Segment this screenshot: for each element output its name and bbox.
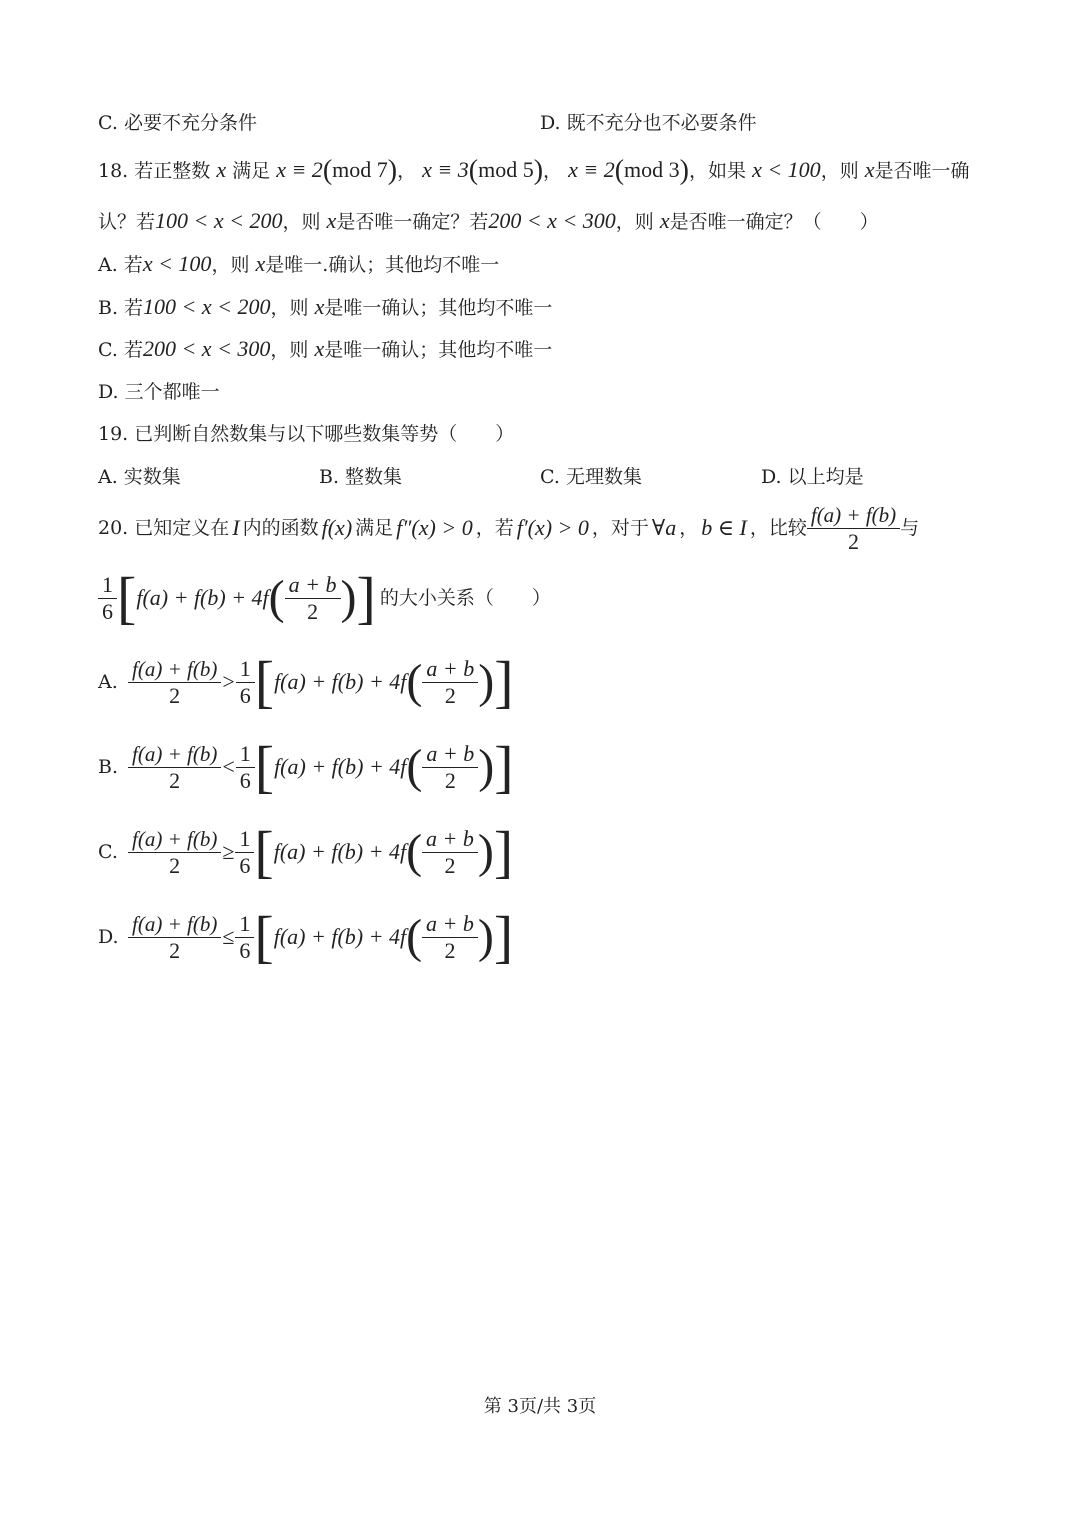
q20-stem-text: 与 [900,517,920,539]
fraction-one-sixth [238,656,253,709]
fraction-one-sixth [238,741,253,794]
condition-x-lt-100: x < 100 [752,157,821,182]
fraction-denominator: 6 [235,852,254,879]
left-paren: ( [268,571,285,624]
fraction-denominator: 2 [422,767,478,794]
q20-stem-text: ，若 [475,517,514,539]
q18-stem-text: ，则 [615,211,654,233]
option-label: D. [98,926,119,948]
fraction-average [809,502,898,555]
q18-stem-text: 是否唯一确定？（ ） [669,211,879,233]
fraction-numerator: f(a) + f(b) [132,826,218,851]
fraction-average [130,656,219,709]
condition-200-300: 200 < x < 300 [488,208,616,233]
comparison-operator: ≥ [222,839,235,864]
right-paren: ) [478,655,495,708]
q20-option-c [98,820,513,884]
fraction-midpoint [287,572,339,625]
mod-7: mod 7 [332,157,388,182]
right-bracket: ] [493,904,514,969]
fraction-average [130,911,219,964]
forall-a: ∀a [651,515,677,540]
q18-stem-text: 满足 [232,160,271,182]
right-bracket: ] [494,649,514,714]
q19-stem: 19. 已判断自然数集与以下哪些数集等势（ ） [98,423,515,445]
q20-stem-text: ，对于 [591,517,649,539]
option-text: C. 若 [98,339,143,361]
q20-stem-line2 [98,566,551,630]
q18-stem-text: 是否唯一确定？若 [336,211,489,233]
simpson-sum: f(a) + f(b) + 4f [273,924,407,949]
q19-option-d: D. 以上均是 [761,466,864,488]
fraction-denominator: 6 [235,937,254,964]
fraction-one-sixth [237,911,252,964]
option-condition: 200 < x < 300 [142,336,271,361]
q18-option-d: D. 三个都唯一 [98,381,220,403]
q18-stem-text: 是否唯一确 [874,160,970,182]
fraction-denominator: 2 [807,528,900,555]
option-text: ，则 [270,297,309,319]
q18-stem-text: ，则 [820,160,859,182]
simpson-sum: f(a) + f(b) + 4f [274,669,407,694]
fraction-denominator: 2 [128,682,221,709]
first-derivative: f′(x) > 0 [516,515,589,540]
var-x: x [659,208,670,233]
q20-stem-text: ，比较 [749,517,807,539]
q20-option-a [98,650,514,714]
fraction-numerator: a + b [288,571,337,597]
fraction-numerator: a + b [426,825,474,851]
fraction-numerator: a + b [426,910,474,936]
option-text: B. 若 [98,297,144,319]
fraction-denominator: 6 [236,682,255,709]
fraction-denominator: 2 [128,937,221,964]
q18-stem-line2 [98,208,879,235]
fraction-denominator: 2 [285,598,341,625]
q20-stem-line1 [98,498,919,558]
second-derivative: f″(x) > 0 [396,515,473,540]
left-bracket: [ [254,734,275,799]
option-text: 是唯一.确认；其他均不唯一 [265,254,500,276]
option-text: ，则 [211,254,250,276]
left-bracket: [ [254,904,274,969]
q20-stem-text: ， [679,517,699,539]
q20-stem-text: 的大小关系（ ） [379,587,551,609]
var-I: I [232,515,240,540]
q20-stem-text: 内的函数 [242,517,319,539]
fraction-average [130,826,219,879]
right-paren: ) [477,910,494,963]
fraction-numerator: f(a) + f(b) [132,741,218,766]
q18-option-c [98,336,552,363]
q18-stem-text: 认？若 [98,211,156,233]
left-paren: ( [406,655,423,708]
q19-option-b: B. 整数集 [319,466,403,488]
q18-option-a [98,251,499,278]
q18-stem-text: ，如果 [689,160,747,182]
mod-5: mod 5 [478,157,534,182]
q20-stem-text: 20. 已知定义在 [98,517,230,539]
option-condition: 100 < x < 200 [143,294,271,319]
right-bracket: ] [494,734,514,799]
fraction-numerator: 1 [102,571,113,597]
q20-stem-text: 满足 [355,517,394,539]
var-x: x [314,294,325,319]
left-paren: ( [406,825,423,878]
simpson-sum: f(a) + f(b) + 4f [274,754,407,779]
fraction-midpoint [424,911,476,964]
right-bracket: ] [493,819,514,884]
q18-stem-text: ，则 [282,211,321,233]
fraction-denominator: 6 [236,767,255,794]
option-text: A. 若 [98,254,143,276]
q20-option-b [98,735,514,799]
option-label: B. [98,756,119,778]
var-x: x [314,336,325,361]
var-x: x [255,251,266,276]
left-paren: ( [406,740,423,793]
option-text: ，则 [270,339,309,361]
condition-100-200: 100 < x < 200 [155,208,283,233]
option-text: 是唯一确认；其他均不唯一 [324,339,553,361]
fraction-numerator: a + b [426,655,475,681]
comparison-operator: ≤ [222,924,235,949]
fraction-numerator: 1 [239,910,251,936]
fraction-numerator: 1 [239,825,251,851]
congruence-3: x ≡ 2 [568,157,615,182]
q17-option-c: C. 必要不充分条件 [98,112,257,134]
q19-option-c: C. 无理数集 [540,466,642,488]
left-bracket: [ [254,819,274,884]
fraction-denominator: 6 [98,598,117,625]
right-paren: ) [340,571,357,624]
left-bracket: [ [117,565,137,630]
fraction-numerator: 1 [239,655,251,681]
var-x: x [864,157,875,182]
fraction-numerator: a + b [426,740,475,766]
q20-option-d [98,905,513,969]
fraction-one-sixth [100,572,115,625]
f-of-x: f(x) [321,515,353,540]
left-paren: ( [406,910,423,963]
comparison-operator: > [222,669,235,694]
fraction-midpoint [424,656,476,709]
q18-stem-text: 18. 若正整数 [98,160,211,182]
option-label: A. [98,671,118,693]
fraction-denominator: 2 [128,852,221,879]
q18-option-b [98,294,552,321]
fraction-midpoint [424,741,476,794]
fraction-midpoint [424,826,476,879]
fraction-denominator: 2 [422,852,478,879]
fraction-numerator: f(a) + f(b) [132,656,218,681]
option-condition: x < 100 [142,251,212,276]
fraction-denominator: 2 [128,767,221,794]
congruence-1: x ≡ 2 [276,157,323,182]
q18-stem-line1: 18. 若正整数 x 满足 x ≡ 2(mod 7)， x ≡ 3(mod 5)， x ≡ 2(mod 3)，如果 x < 100，则 x是否唯一确 [98,155,970,186]
var-x: x [326,208,337,233]
fraction-denominator: 2 [422,937,478,964]
fraction-numerator: f(a) + f(b) [810,502,897,527]
option-label: C. [98,841,118,863]
mod-3: mod 3 [624,157,680,182]
q19-option-a: A. 实数集 [98,466,181,488]
var-x: x [216,157,227,182]
congruence-2: x ≡ 3 [422,157,469,182]
right-bracket: ] [356,565,376,630]
comparison-operator: < [222,754,235,779]
right-paren: ) [478,740,495,793]
left-bracket: [ [254,649,275,714]
fraction-denominator: 2 [422,682,478,709]
q17-option-d: D. 既不充分也不必要条件 [540,112,757,134]
simpson-sum: f(a) + f(b) + 4f [136,585,269,610]
fraction-one-sixth [237,826,252,879]
page-footer: 第 3页/共 3页 [483,1396,597,1417]
simpson-sum: f(a) + f(b) + 4f [273,839,407,864]
fraction-average [130,741,219,794]
right-paren: ) [477,825,494,878]
b-in-I: b ∈ I [701,515,747,540]
option-text: 是唯一确认；其他均不唯一 [324,297,553,319]
fraction-numerator: 1 [239,740,251,766]
fraction-numerator: f(a) + f(b) [132,911,218,936]
